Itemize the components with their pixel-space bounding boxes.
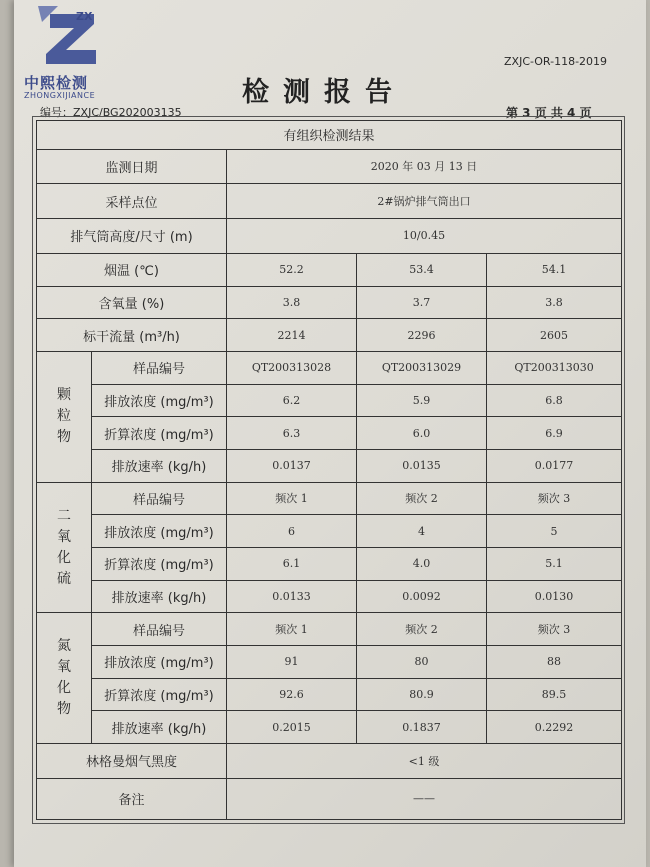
particulate-conc-3: 6.8 xyxy=(487,384,622,417)
report-page xyxy=(14,0,646,867)
so2-conc-3: 5 xyxy=(487,515,622,548)
logo-subtext: ZHONGXIJIANCE xyxy=(24,91,96,100)
flow-value-1: 2214 xyxy=(227,319,357,352)
nox-conv-2: 80.9 xyxy=(357,678,487,711)
ringelmann-value: <1 级 xyxy=(227,744,622,779)
nox-sample-2: 频次 2 xyxy=(357,613,487,646)
svg-text:ZX: ZX xyxy=(76,10,93,23)
particulate-rate-3: 0.0177 xyxy=(487,449,622,482)
logo-text: 中熙检测 xyxy=(24,74,89,92)
temp-value-1: 52.2 xyxy=(227,253,357,286)
remarks-value: —— xyxy=(227,778,622,819)
particulate-conv-1: 6.3 xyxy=(227,417,357,450)
group-particulate-label: 颗 粒 物 xyxy=(37,351,92,482)
so2-conc-2: 4 xyxy=(357,515,487,548)
document-code: ZXJC-OR-118-2019 xyxy=(504,55,608,68)
site-label: 采样点位 xyxy=(37,184,227,219)
nox-conc-2: 80 xyxy=(357,646,487,679)
date-label: 监测日期 xyxy=(37,149,227,184)
particulate-conc-1: 6.2 xyxy=(227,384,357,417)
so2-rate-1: 0.0133 xyxy=(227,580,357,613)
temp-value-3: 54.1 xyxy=(487,253,622,286)
report-serial: 编号：ZXJC/BG202003135 xyxy=(40,106,182,119)
so2-conv-3: 5.1 xyxy=(487,548,622,581)
nox-rate-label: 排放速率 (kg/h) xyxy=(92,711,227,744)
so2-rate-2: 0.0092 xyxy=(357,580,487,613)
nox-sample-1: 频次 1 xyxy=(227,613,357,646)
group-nox-label: 氮 氧 化 物 xyxy=(37,613,92,744)
nox-conv-3: 89.5 xyxy=(487,678,622,711)
oxygen-label: 含氧量 (%) xyxy=(37,286,227,319)
page-number: 第 3 页 共 4 页 xyxy=(506,106,592,120)
nox-conv-label: 折算浓度 (mg/m³) xyxy=(92,678,227,711)
so2-rate-3: 0.0130 xyxy=(487,580,622,613)
particulate-rate-1: 0.0137 xyxy=(227,449,357,482)
particulate-sample-3: QT200313030 xyxy=(487,351,622,384)
stack-value: 10/0.45 xyxy=(227,219,622,254)
nox-sample-label: 样品编号 xyxy=(92,613,227,646)
so2-rate-label: 排放速率 (kg/h) xyxy=(92,580,227,613)
page-title: 检测报告 xyxy=(242,77,406,108)
nox-conc-label: 排放浓度 (mg/m³) xyxy=(92,646,227,679)
date-value: 2020 年 03 月 13 日 xyxy=(227,149,622,184)
nox-rate-3: 0.2292 xyxy=(487,711,622,744)
nox-rate-1: 0.2015 xyxy=(227,711,357,744)
so2-conc-1: 6 xyxy=(227,515,357,548)
flow-value-3: 2605 xyxy=(487,319,622,352)
flow-label: 标干流量 (m³/h) xyxy=(37,319,227,352)
particulate-sample-2: QT200313029 xyxy=(357,351,487,384)
oxygen-value-3: 3.8 xyxy=(487,286,622,319)
particulate-sample-label: 样品编号 xyxy=(92,351,227,384)
so2-conc-label: 排放浓度 (mg/m³) xyxy=(92,515,227,548)
temp-value-2: 53.4 xyxy=(357,253,487,286)
nox-conv-1: 92.6 xyxy=(227,678,357,711)
particulate-sample-1: QT200313028 xyxy=(227,351,357,384)
nox-conc-1: 91 xyxy=(227,646,357,679)
nox-sample-3: 频次 3 xyxy=(487,613,622,646)
so2-sample-3: 频次 3 xyxy=(487,482,622,515)
so2-conv-1: 6.1 xyxy=(227,548,357,581)
ringelmann-label: 林格曼烟气黑度 xyxy=(37,744,227,779)
so2-conv-2: 4.0 xyxy=(357,548,487,581)
so2-conv-label: 折算浓度 (mg/m³) xyxy=(92,548,227,581)
temp-label: 烟温 (℃) xyxy=(37,253,227,286)
nox-conc-3: 88 xyxy=(487,646,622,679)
flow-value-2: 2296 xyxy=(357,319,487,352)
results-table xyxy=(36,120,622,820)
nox-rate-2: 0.1837 xyxy=(357,711,487,744)
so2-sample-label: 样品编号 xyxy=(92,482,227,515)
particulate-conv-label: 折算浓度 (mg/m³) xyxy=(92,417,227,450)
stack-label: 排气筒高度/尺寸 (m) xyxy=(37,219,227,254)
site-value: 2#锅炉排气筒出口 xyxy=(227,184,622,219)
group-so2-label: 二 氧 化 硫 xyxy=(37,482,92,613)
remarks-label: 备注 xyxy=(37,778,227,819)
particulate-rate-label: 排放速率 (kg/h) xyxy=(92,449,227,482)
table-caption: 有组织检测结果 xyxy=(37,121,622,150)
so2-sample-2: 频次 2 xyxy=(357,482,487,515)
particulate-rate-2: 0.0135 xyxy=(357,449,487,482)
so2-sample-1: 频次 1 xyxy=(227,482,357,515)
particulate-conc-2: 5.9 xyxy=(357,384,487,417)
oxygen-value-2: 3.7 xyxy=(357,286,487,319)
oxygen-value-1: 3.8 xyxy=(227,286,357,319)
particulate-conv-3: 6.9 xyxy=(487,417,622,450)
particulate-conv-2: 6.0 xyxy=(357,417,487,450)
particulate-conc-label: 排放浓度 (mg/m³) xyxy=(92,384,227,417)
